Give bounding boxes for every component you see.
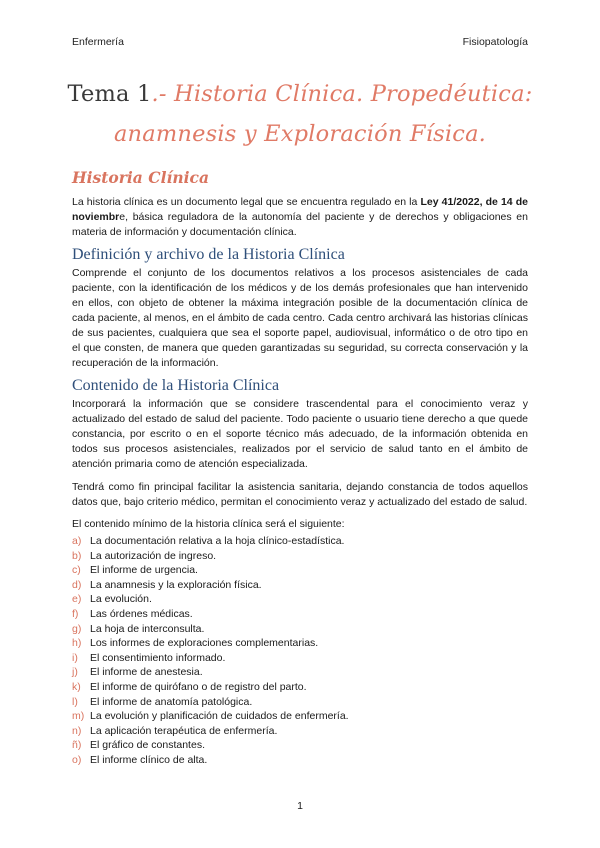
list-marker: d) bbox=[72, 578, 82, 591]
list-marker: ñ) bbox=[72, 739, 82, 752]
subsection-title-content: Contenido de la Historia Clínica bbox=[72, 377, 280, 394]
document-title bbox=[60, 74, 540, 154]
list-item-text: El consentimiento informado. bbox=[90, 651, 226, 664]
list-marker: k) bbox=[72, 680, 81, 693]
list-item-text: La documentación relativa a la hoja clínico-estadística. bbox=[90, 535, 345, 547]
list-item bbox=[72, 738, 528, 753]
list-item-text: El informe clínico de alta. bbox=[90, 753, 208, 766]
subsection-title-definition: Definición y archivo de la Historia Clínica bbox=[72, 246, 345, 263]
list-marker: c) bbox=[72, 564, 81, 577]
page-number: 1 bbox=[297, 800, 303, 812]
definition-paragraph: Comprende el conjunto de los documentos relativos a los procesos asistenciales de cada paciente, con la identificación de los médicos y de los demás profesionales que han intervenido en ellos, con objeto de obtener la máxima integración posible de la documentación clínica de cada paciente, al menos, en el ámbito de cada centro. Cada centro archivará las historias clínicas de sus pacientes, cualquiera que sea el soporte papel, audiovisual, informático o de otro tipo en el que consten, de manera que queden garantizadas su seguridad, su correcta conservación y la recuperación de la información. bbox=[72, 267, 528, 369]
header-subject-right: Fisiopatología bbox=[462, 36, 528, 48]
list-item-text: El informe de quirófano o de registro del parto. bbox=[90, 680, 307, 693]
list-item-text: La aplicación terapéutica de enfermería. bbox=[90, 724, 278, 737]
section-title: Historia Clínica bbox=[72, 168, 210, 187]
title-topic-name: .- Historia Clínica. Propedéutica: anamnesis y Exploración Física. bbox=[113, 81, 533, 147]
list-item bbox=[72, 680, 528, 695]
intro-text-start: La historia clínica es un documento legal que se encuentra regulado en la bbox=[72, 196, 421, 208]
list-item-text: La hoja de interconsulta. bbox=[90, 622, 205, 635]
list-item-text: La anamnesis y la exploración física. bbox=[90, 578, 262, 591]
list-marker: f) bbox=[72, 607, 79, 620]
list-marker: b) bbox=[72, 549, 82, 562]
list-marker: e) bbox=[72, 593, 82, 606]
list-item bbox=[72, 665, 528, 680]
list-item-text: La evolución y planificación de cuidados de enfermería. bbox=[90, 710, 349, 723]
list-item bbox=[72, 622, 528, 637]
list-item bbox=[72, 592, 528, 607]
list-item bbox=[72, 549, 528, 564]
list-item-text: La evolución. bbox=[90, 593, 152, 606]
list-marker: j) bbox=[72, 666, 78, 679]
list-item bbox=[72, 753, 528, 768]
law-reference: Ley 41/2022, de 14 de noviembr bbox=[72, 196, 528, 223]
header-subject-left: Enfermería bbox=[72, 36, 124, 48]
list-item bbox=[72, 724, 528, 739]
list-item bbox=[72, 709, 528, 724]
list-marker: n) bbox=[72, 724, 82, 737]
list-item-text: Las órdenes médicas. bbox=[90, 607, 193, 620]
list-item bbox=[72, 607, 528, 622]
intro-paragraph bbox=[72, 195, 528, 240]
list-item-text: El gráfico de constantes. bbox=[90, 739, 205, 752]
list-item bbox=[72, 534, 528, 549]
content-paragraph-2: Tendrá como fin principal facilitar la asistencia sanitaria, dejando constancia de todos aquellos datos que, bajo criterio médico, permitan el conocimiento veraz y actualizado del estado de salud. bbox=[72, 481, 528, 508]
intro-text-end: e, básica reguladora de la autonomía del paciente y de derechos y obligaciones en materia de información y documentación clínica. bbox=[72, 211, 528, 238]
list-item bbox=[72, 578, 528, 593]
list-marker: m) bbox=[72, 710, 85, 723]
list-item-text: El informe de anestesia. bbox=[90, 666, 203, 679]
document-body bbox=[72, 168, 528, 768]
list-marker: l) bbox=[72, 695, 78, 708]
list-item bbox=[72, 695, 528, 710]
list-intro: El contenido mínimo de la historia clínica será el siguiente: bbox=[72, 518, 345, 530]
list-marker: h) bbox=[72, 637, 82, 650]
list-item-text: El informe de anatomía patológica. bbox=[90, 695, 253, 708]
list-item-text: La autorización de ingreso. bbox=[90, 549, 217, 562]
list-item bbox=[72, 651, 528, 666]
list-item bbox=[72, 636, 528, 651]
list-marker: a) bbox=[72, 535, 82, 547]
content-paragraph-1: Incorporará la información que se considere trascendental para el conocimiento veraz y actualizado del estado de salud del paciente. Todo paciente o usuario tiene derecho a que quede constancia, por escrito o en el soporte técnico más adecuado, de la información obtenida en todos sus procesos asistenciales, realizados por el servicio de salud tanto en el ámbito de atención primaria como de atención especializada. bbox=[72, 398, 528, 470]
list-marker: g) bbox=[72, 622, 82, 635]
minimum-content-list bbox=[72, 534, 528, 768]
list-marker: o) bbox=[72, 753, 82, 766]
list-item-text: Los informes de exploraciones complementarias. bbox=[90, 637, 319, 650]
list-marker: i) bbox=[72, 651, 78, 664]
list-item-text: El informe de urgencia. bbox=[90, 564, 198, 577]
list-item bbox=[72, 563, 528, 578]
title-topic-number: Tema 1 bbox=[67, 81, 152, 107]
